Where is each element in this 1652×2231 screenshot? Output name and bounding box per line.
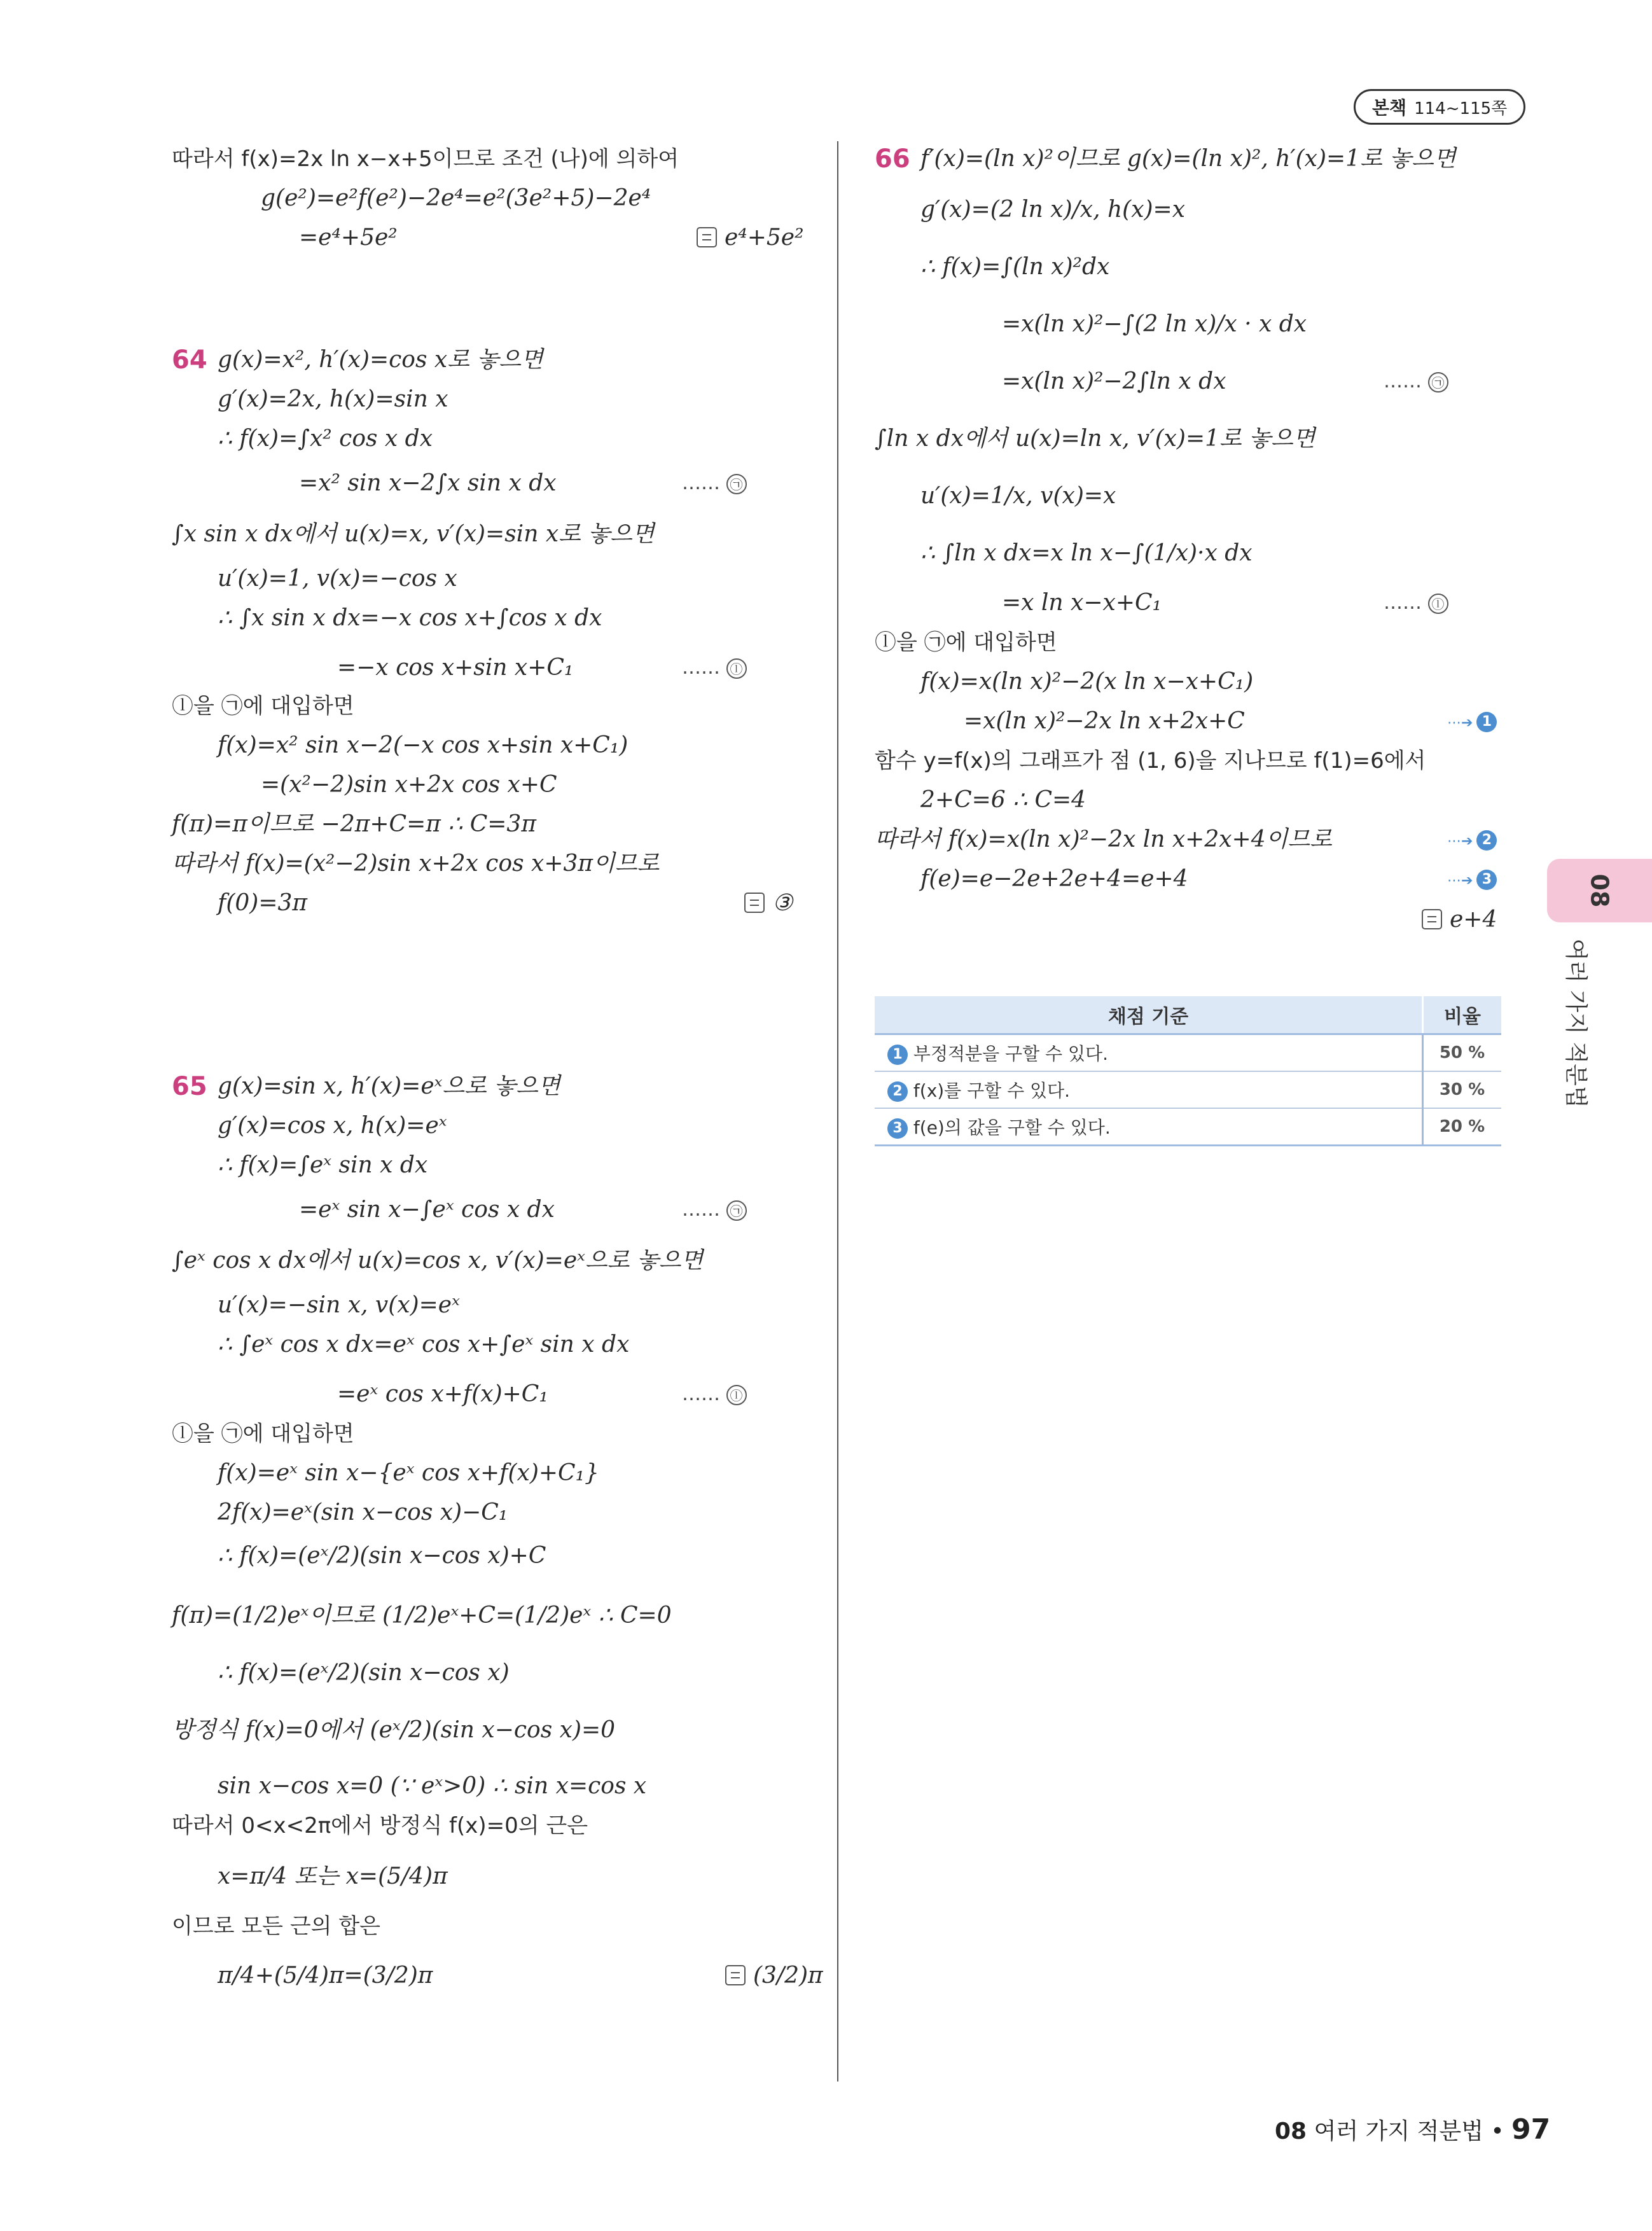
p64-line-13: 따라서 f(x)=(x²−2)sin x+2x cos x+3π이므로 — [172, 851, 660, 877]
p64-line-9: ⓛ을 ㉠에 대입하면 — [172, 693, 354, 719]
table-cell-ratio: 30 % — [1423, 1071, 1502, 1108]
problem-number-64: 64 — [172, 345, 207, 375]
p64-line-6: u′(x)=1, v(x)=−cos x — [218, 566, 457, 592]
p65-line-5: ∫eˣ cos x dx에서 u(x)=cos x, v′(x)=eˣ으로 놓으면 — [172, 1248, 704, 1274]
ref-label: 본책 — [1372, 97, 1407, 118]
p64-line-4: =x² sin x−2∫x sin x dx — [299, 470, 557, 496]
p66-answer: e+4 — [1422, 902, 1497, 938]
p65-line-17: 따라서 0<x<2π에서 방정식 f(x)=0의 근은 — [172, 1813, 588, 1838]
table-header-criteria: 채점 기준 — [875, 996, 1423, 1034]
p66-line-2: g′(x)=(2 ln x)/x, h(x)=x — [920, 197, 1186, 223]
ref-mark-b: …… ⓛ — [682, 650, 747, 686]
p63-answer: e⁴+5e² — [697, 220, 804, 256]
p66-line-5: =x(ln x)²−2∫ln x dx — [1002, 368, 1226, 394]
p66-line-1: f′(x)=(ln x)²이므로 g(x)=(ln x)², h′(x)=1로 놓으면 — [920, 146, 1456, 172]
chapter-side-title: 여러 가지 적분법 — [1562, 938, 1589, 1108]
p65-answer: (3/2)π — [725, 1958, 823, 1994]
p65-line-10: f(x)=eˣ sin x−{eˣ cos x+f(x)+C₁} — [218, 1460, 599, 1486]
step-mark-2: ⋯➔ 2 — [1447, 822, 1497, 858]
table-cell-ratio: 20 % — [1423, 1108, 1502, 1146]
p63-line-2: g(e²)=e²f(e²)−2e⁴=e²(3e²+5)−2e⁴ — [261, 185, 651, 211]
p66-line-3: ∴ f(x)=∫(ln x)²dx — [920, 254, 1110, 280]
p66-line-8: ∴ ∫ln x dx=x ln x−∫(1/x)·x dx — [920, 540, 1253, 566]
p65-line-7: ∴ ∫eˣ cos x dx=eˣ cos x+∫eˣ sin x dx — [218, 1331, 630, 1358]
chapter-tab — [1547, 859, 1652, 922]
p66-line-13: 함수 y=f(x)의 그래프가 점 (1, 6)을 지나므로 f(1)=6에서 — [875, 748, 1426, 774]
p66-line-4: =x(ln x)²−∫(2 ln x)/x · x dx — [1002, 311, 1307, 337]
page-reference-badge — [1354, 89, 1525, 125]
p64-line-12: f(π)=π이므로 −2π+C=π ∴ C=3π — [172, 811, 536, 837]
p64-line-14: f(0)=3π — [218, 890, 308, 916]
table-row — [875, 1108, 1501, 1146]
table-row — [875, 1034, 1501, 1072]
p66-line-6: ∫ln x dx에서 u(x)=ln x, v′(x)=1로 놓으면 — [875, 426, 1315, 452]
p65-line-16: sin x−cos x=0 (∵ eˣ>0) ∴ sin x=cos x — [218, 1773, 647, 1799]
p63-line-3: =e⁴+5e² — [299, 225, 398, 251]
problem-number-65: 65 — [172, 1072, 207, 1101]
p64-line-5: ∫x sin x dx에서 u(x)=x, v′(x)=sin x로 놓으면 — [172, 521, 655, 547]
p64-line-7: ∴ ∫x sin x dx=−x cos x+∫cos x dx — [218, 605, 602, 631]
page-number: 97 — [1511, 2113, 1551, 2146]
p65-line-8: =eˣ cos x+f(x)+C₁ — [337, 1381, 548, 1407]
p64-line-3: ∴ f(x)=∫x² cos x dx — [218, 426, 433, 452]
problem-number-66: 66 — [875, 144, 910, 174]
ref-mark-a: …… ㉠ — [1384, 364, 1448, 400]
p65-line-11: 2f(x)=eˣ(sin x−cos x)−C₁ — [218, 1499, 508, 1526]
p66-line-9: =x ln x−x+C₁ — [1002, 590, 1162, 616]
p66-line-10: ⓛ을 ㉠에 대입하면 — [875, 630, 1057, 655]
ref-mark-a: …… ㉠ — [682, 1192, 747, 1228]
p65-line-18: x=π/4 또는 x=(5/4)π — [218, 1863, 448, 1889]
p66-line-11: f(x)=x(ln x)²−2(x ln x−x+C₁) — [920, 669, 1254, 695]
p65-line-20: π/4+(5/4)π=(3/2)π — [218, 1963, 433, 1989]
table-row — [875, 1071, 1501, 1108]
p65-line-19: 이므로 모든 근의 합은 — [172, 1914, 381, 1939]
p63-line-1: 따라서 f(x)=2x ln x−x+5이므로 조건 (나)에 의하여 — [172, 146, 679, 172]
page-footer — [1275, 2111, 1550, 2149]
footer-title: 여러 가지 적분법 — [1314, 2118, 1483, 2144]
p65-line-6: u′(x)=−sin x, v(x)=eˣ — [218, 1292, 460, 1318]
p64-answer: ③ — [744, 886, 793, 921]
p64-line-11: =(x²−2)sin x+2x cos x+C — [261, 772, 557, 798]
table-header-ratio: 비율 — [1423, 996, 1502, 1034]
step-mark-3: ⋯➔ 3 — [1447, 861, 1497, 897]
p66-line-12: =x(ln x)²−2x ln x+2x+C — [964, 708, 1245, 734]
footer-chapter: 08 — [1275, 2118, 1307, 2144]
answer-icon — [744, 893, 765, 913]
table-cell-ratio: 50 % — [1423, 1034, 1502, 1072]
p65-line-14: ∴ f(x)=(eˣ/2)(sin x−cos x) — [218, 1660, 510, 1686]
p64-line-2: g′(x)=2x, h(x)=sin x — [218, 386, 448, 412]
p65-line-13: f(π)=(1/2)eˣ이므로 (1/2)eˣ+C=(1/2)eˣ ∴ C=0 — [172, 1602, 672, 1629]
chapter-tab-number: 08 — [1585, 873, 1614, 908]
p64-line-1: g(x)=x², h′(x)=cos x로 놓으면 — [218, 347, 543, 373]
p66-line-15: 따라서 f(x)=x(ln x)²−2x ln x+2x+4이므로 — [875, 826, 1332, 852]
p66-line-16: f(e)=e−2e+2e+4=e+4 — [920, 866, 1188, 892]
answer-icon — [725, 1965, 746, 1985]
answer-icon — [1422, 909, 1442, 929]
p65-line-12: ∴ f(x)=(eˣ/2)(sin x−cos x)+C — [218, 1543, 546, 1569]
p65-line-3: ∴ f(x)=∫eˣ sin x dx — [218, 1152, 428, 1178]
p66-line-7: u′(x)=1/x, v(x)=x — [920, 483, 1116, 509]
p64-line-8: =−x cos x+sin x+C₁ — [337, 655, 574, 681]
answer-icon — [697, 227, 717, 247]
table-header-row — [875, 996, 1501, 1034]
table-cell-criteria: 1 부정적분을 구할 수 있다. — [875, 1034, 1423, 1072]
table-cell-criteria: 3 f(e)의 값을 구할 수 있다. — [875, 1108, 1423, 1146]
table-cell-criteria: 2 f(x)를 구할 수 있다. — [875, 1071, 1423, 1108]
ref-mark-b: …… ⓛ — [682, 1377, 747, 1412]
p65-line-15: 방정식 f(x)=0에서 (eˣ/2)(sin x−cos x)=0 — [172, 1717, 616, 1743]
column-divider — [837, 141, 838, 2082]
ref-mark-b: …… ⓛ — [1384, 585, 1448, 621]
footer-separator: • — [1490, 2118, 1504, 2144]
p65-line-4: =eˣ sin x−∫eˣ cos x dx — [299, 1197, 555, 1223]
p64-line-10: f(x)=x² sin x−2(−x cos x+sin x+C₁) — [218, 732, 628, 758]
ref-mark-a: …… ㉠ — [682, 466, 747, 501]
p66-line-14: 2+C=6 ∴ C=4 — [920, 787, 1086, 813]
p65-line-2: g′(x)=cos x, h(x)=eˣ — [218, 1113, 447, 1139]
ref-pages: 114~115쪽 — [1414, 99, 1508, 118]
p65-line-9: ⓛ을 ㉠에 대입하면 — [172, 1421, 354, 1447]
p65-line-1: g(x)=sin x, h′(x)=eˣ으로 놓으면 — [218, 1073, 560, 1099]
step-mark-1: ⋯➔ 1 — [1447, 704, 1497, 739]
scoring-table — [875, 996, 1501, 1146]
